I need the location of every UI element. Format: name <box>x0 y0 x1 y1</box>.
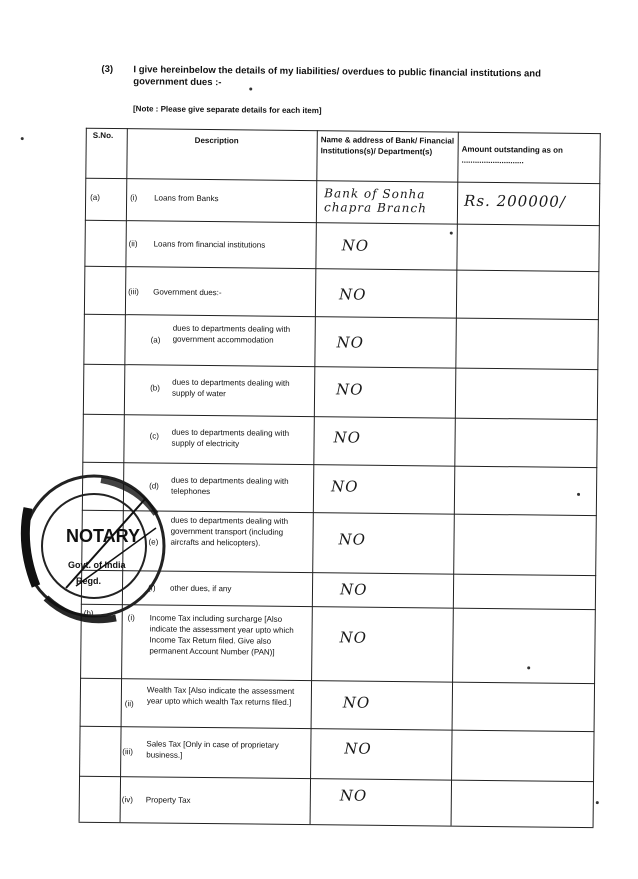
row-name-handwritten: NO <box>336 380 364 399</box>
row-desc: Loans from Banks <box>154 193 219 204</box>
row-desc: dues to departments dealing with supply of electricity <box>171 427 290 449</box>
row-sub: (b) <box>150 383 160 393</box>
row-sub: (iv) <box>121 795 133 805</box>
row-desc: dues to departments dealing with government transport (including aircrafts and helicopters). <box>170 515 289 548</box>
row-sub: (ii) <box>128 239 138 249</box>
header-name-address: Name & address of Bank/ Financial Institutions(s)/ Department(s) <box>320 135 455 157</box>
header-sno: S.No. <box>92 130 114 141</box>
row-desc: other dues, if any <box>169 583 232 594</box>
row-sub: (iii) <box>128 287 139 297</box>
row-desc: Sales Tax [Only in case of proprietary business.] <box>146 739 279 760</box>
row-sub: (i) <box>130 193 138 203</box>
row-sub: (iii) <box>122 747 134 757</box>
seal-line: Regd. <box>76 576 102 586</box>
row-name-handwritten: NO <box>342 693 371 712</box>
row-amount-handwritten: Rs. 200000/ <box>464 191 567 211</box>
row-desc: Wealth Tax [Also indicate the assessment year upto which wealth Tax returns filed.] <box>146 685 295 707</box>
note-text: [Note : Please give separate details for each item] <box>132 104 322 116</box>
row-name-handwritten: NO <box>338 530 367 549</box>
row-name-handwritten: NO <box>339 786 368 805</box>
row-sub: (f) <box>147 583 156 593</box>
row-name-handwritten: Bank of Sonha chapra Branch <box>323 186 427 216</box>
row-sub: (ii) <box>124 699 134 709</box>
liabilities-table <box>4 0 638 4</box>
row-desc: dues to departments dealing with telephones <box>170 475 289 497</box>
row-desc: Property Tax <box>145 795 191 805</box>
seal-line: NOTARY <box>66 526 140 546</box>
section-number: (3) <box>101 63 114 76</box>
row-sub: (e) <box>148 537 159 547</box>
section-heading <box>101 63 602 89</box>
row-name-handwritten: NO <box>333 428 362 447</box>
row-sub: (d) <box>149 481 159 491</box>
row-name-handwritten: NO <box>336 333 365 352</box>
row-sub: (c) <box>149 431 159 441</box>
row-desc: Loans from financial institutions <box>153 239 266 250</box>
header-amount: Amount outstanding as on ............................ <box>461 144 564 166</box>
row-desc: dues to departments dealing with government accommodation <box>172 323 291 345</box>
row-name-handwritten: NO <box>339 285 367 304</box>
row-desc: Government dues:- <box>153 287 222 298</box>
header-description: Description <box>194 135 239 146</box>
section-text: I give hereinbelow the details of my liabilities/ overdues to public financial institutions and government dues :- <box>133 64 542 89</box>
seal-line: Govt. of India <box>68 560 126 570</box>
row-desc: Income Tax including surcharge [Also indicate the assessment year upto which Income Tax Return filed. Give also permanent Account Number (PAN)] <box>149 613 294 657</box>
row-sno: (b) <box>83 608 94 618</box>
row-name-handwritten: NO <box>341 236 370 255</box>
row-name-handwritten: NO <box>339 580 368 599</box>
row-sub: (i) <box>127 613 135 623</box>
row-sub: (a) <box>150 335 161 345</box>
row-name-handwritten: NO <box>331 477 359 496</box>
row-sno: (a) <box>90 192 100 202</box>
notary-seal-icon <box>6 468 176 638</box>
row-desc: dues to departments dealing with supply of water <box>172 377 290 399</box>
row-name-handwritten: NO <box>344 739 372 758</box>
row-name-handwritten: NO <box>339 628 368 647</box>
